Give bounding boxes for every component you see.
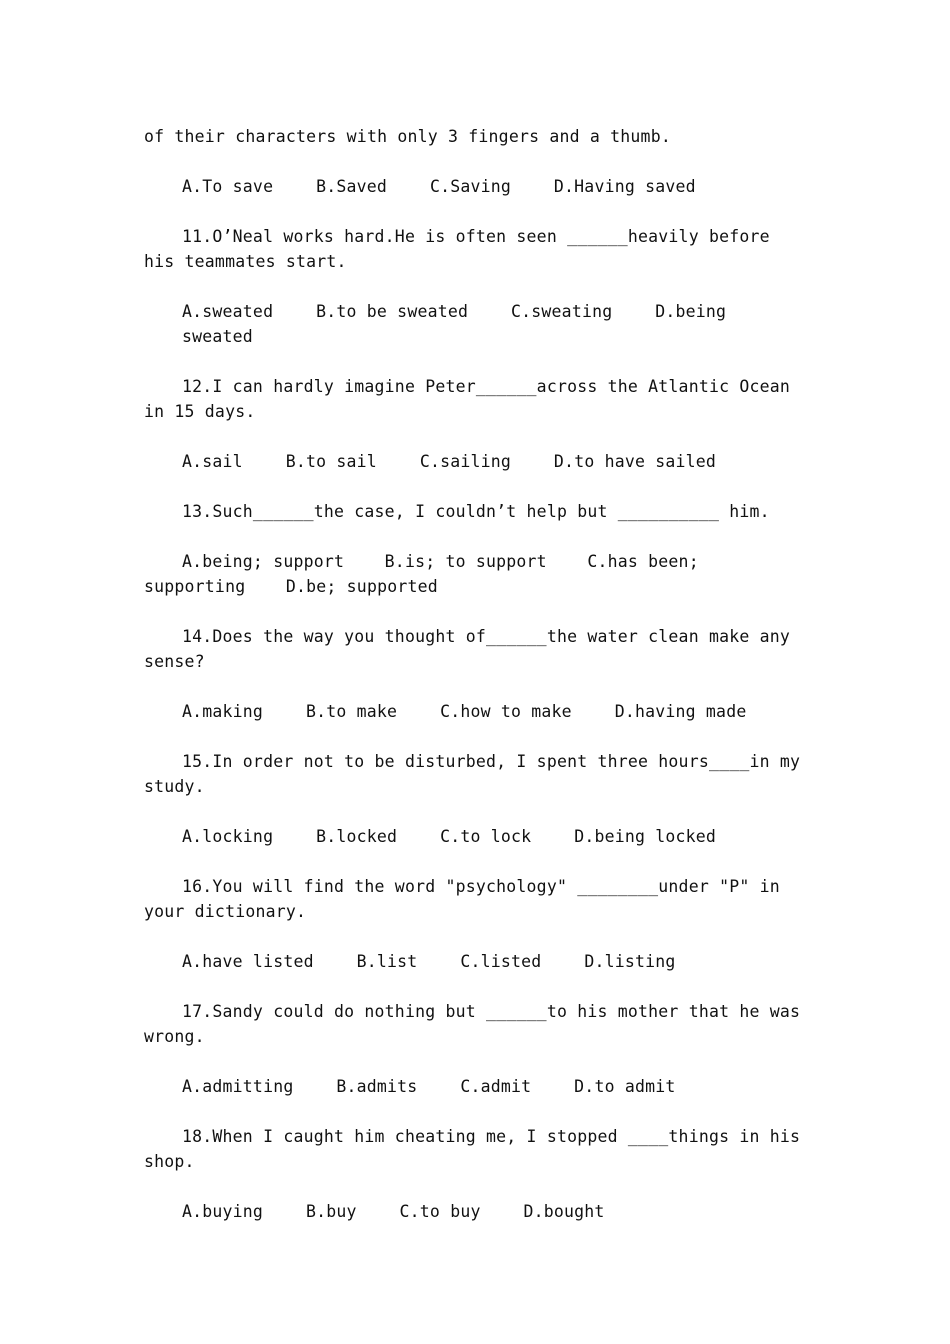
option-a: A.have listed xyxy=(182,952,314,971)
option-b: B.list xyxy=(356,952,418,971)
question-12-options xyxy=(144,449,804,474)
option-a: A.admitting xyxy=(182,1077,294,1096)
option-c: C.listed xyxy=(460,952,542,971)
question-17-options xyxy=(144,1074,804,1099)
question-14-options xyxy=(144,699,804,724)
question-12-stem: 12.I can hardly imagine Peter______across the Atlantic Ocean in 15 days. xyxy=(144,377,801,421)
option-c: C.admit xyxy=(460,1077,532,1096)
question-13-stem: 13.Such______the case, I couldn’t help but __________ him. xyxy=(182,502,770,521)
question-15-options xyxy=(144,824,804,849)
option-a: A.buying xyxy=(182,1202,264,1221)
question-16-stem: 16.You will find the word "psychology" ________under "P" in your dictionary. xyxy=(144,877,791,921)
question-list xyxy=(144,124,811,1249)
option-a: A.locking xyxy=(182,827,274,846)
option-d: D.to admit xyxy=(574,1077,676,1096)
option-d: D.being sweated xyxy=(182,302,737,346)
option-b: B.to be sweated xyxy=(316,302,469,321)
question-11-stem: 11.O’Neal works hard.He is often seen ______heavily before his teammates start. xyxy=(144,227,780,271)
option-b: B.admits xyxy=(336,1077,418,1096)
option-c: C.sailing xyxy=(419,452,512,471)
option-d: D.to have sailed xyxy=(553,452,717,471)
option-c: C.how to make xyxy=(440,702,572,721)
question-10-options xyxy=(144,174,804,199)
option-a: A.sweated xyxy=(182,302,274,321)
question-13-options: A.being; support B.is; to support C.has been; supporting D.be; supported xyxy=(144,552,709,596)
option-a: A.To save xyxy=(182,177,274,196)
option-b: B.Saved xyxy=(316,177,388,196)
option-c: C.Saving xyxy=(429,177,512,196)
option-b: B.to make xyxy=(305,702,398,721)
question-18-options xyxy=(144,1199,804,1224)
option-d: D.having made xyxy=(614,702,747,721)
option-a: A.sail xyxy=(182,452,243,471)
question-15-stem: 15.In order not to be disturbed, I spent three hours____in my study. xyxy=(144,752,811,796)
question-14-stem: 14.Does the way you thought of______the water clean make any sense? xyxy=(144,627,801,671)
option-b: B.to sail xyxy=(285,452,377,471)
option-d: D.listing xyxy=(584,952,676,971)
option-c: C.to buy xyxy=(399,1202,481,1221)
option-c: C.to lock xyxy=(440,827,532,846)
question-10-stem-continuation: of their characters with only 3 fingers and a thumb. xyxy=(144,127,671,146)
question-16-options xyxy=(144,949,804,974)
option-d: D.being locked xyxy=(574,827,717,846)
option-d: D.bought xyxy=(523,1202,605,1221)
option-b: B.buy xyxy=(305,1202,357,1221)
option-d: D.Having saved xyxy=(553,177,696,196)
question-11-options xyxy=(144,299,804,349)
question-18-stem: 18.When I caught him cheating me, I stopped ____things in his shop. xyxy=(144,1127,811,1171)
question-17-stem: 17.Sandy could do nothing but ______to his mother that he was wrong. xyxy=(144,1002,811,1046)
option-c: C.sweating xyxy=(511,302,613,321)
option-a: A.making xyxy=(182,702,264,721)
option-b: B.locked xyxy=(316,827,398,846)
